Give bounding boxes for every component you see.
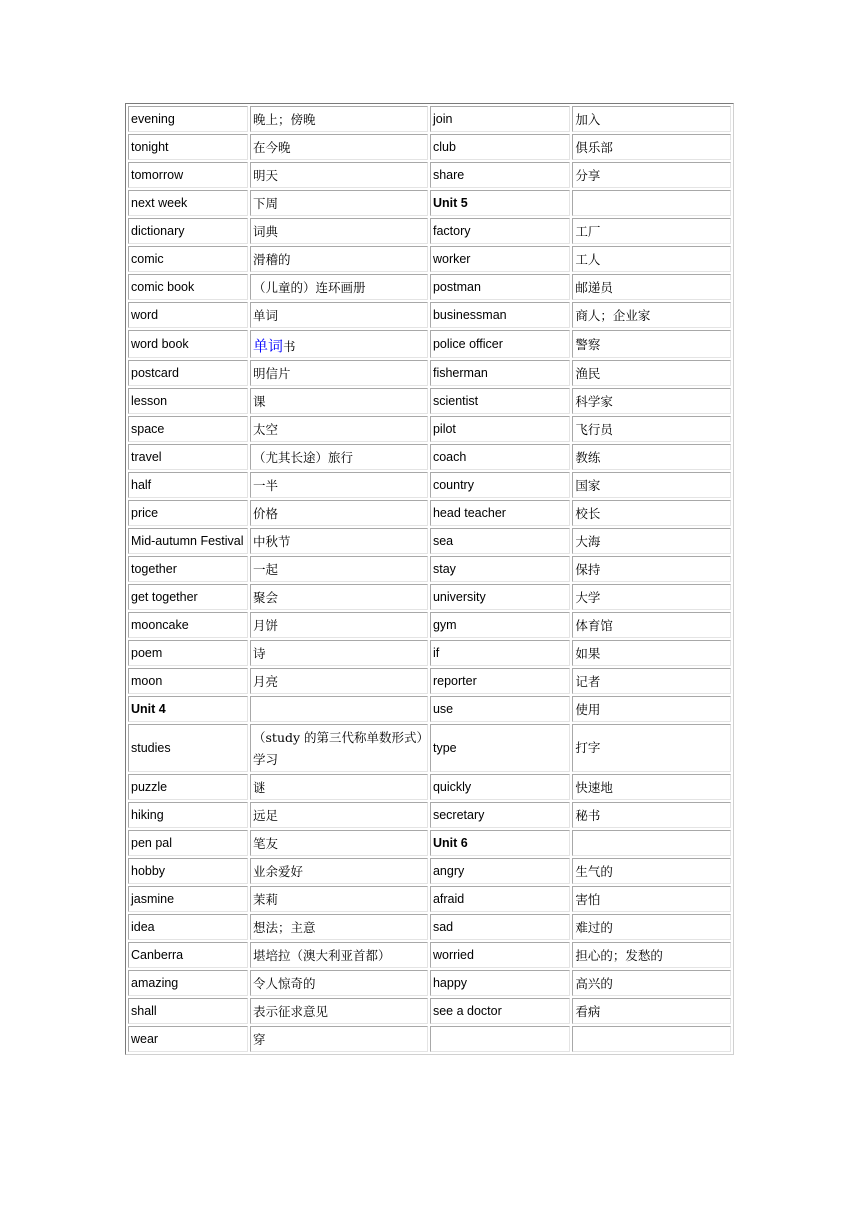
table-row — [128, 998, 731, 1024]
english-word: reporter — [430, 668, 570, 694]
chinese-meaning: （尤其长途）旅行 — [250, 444, 428, 470]
chinese-meaning: 业余爱好 — [250, 858, 428, 884]
chinese-meaning: 生气的 — [572, 858, 731, 884]
chinese-meaning: 体育馆 — [572, 612, 731, 638]
english-word: factory — [430, 218, 570, 244]
table-row — [128, 218, 731, 244]
table-row — [128, 830, 731, 856]
english-word: lesson — [128, 388, 248, 414]
chinese-meaning: 穿 — [250, 1026, 428, 1052]
english-word: word — [128, 302, 248, 328]
english-word: comic book — [128, 274, 248, 300]
english-word: angry — [430, 858, 570, 884]
english-word: amazing — [128, 970, 248, 996]
table-row — [128, 584, 731, 610]
chinese-meaning: 如果 — [572, 640, 731, 666]
chinese-meaning: 保持 — [572, 556, 731, 582]
english-word: tonight — [128, 134, 248, 160]
chinese-meaning: 国家 — [572, 472, 731, 498]
table-row — [128, 190, 731, 216]
chinese-meaning: 科学家 — [572, 388, 731, 414]
english-word: country — [430, 472, 570, 498]
chinese-meaning: 在今晚 — [250, 134, 428, 160]
chinese-meaning: 下周 — [250, 190, 428, 216]
english-word: happy — [430, 970, 570, 996]
chinese-meaning: 看病 — [572, 998, 731, 1024]
table-row — [128, 970, 731, 996]
chinese-meaning: 快速地 — [572, 774, 731, 800]
table-row — [128, 640, 731, 666]
chinese-meaning: 工人 — [572, 246, 731, 272]
unit-heading: Unit 6 — [430, 830, 570, 856]
english-word: travel — [128, 444, 248, 470]
english-word: afraid — [430, 886, 570, 912]
chinese-meaning: 单词 — [250, 302, 428, 328]
table-row — [128, 528, 731, 554]
english-word: see a doctor — [430, 998, 570, 1024]
english-word: idea — [128, 914, 248, 940]
chinese-meaning-line: （study 的第三代称单数形式） — [253, 730, 430, 745]
english-word: sad — [430, 914, 570, 940]
english-word: share — [430, 162, 570, 188]
english-word: postman — [430, 274, 570, 300]
chinese-meaning — [250, 724, 428, 772]
english-word: quickly — [430, 774, 570, 800]
english-word: moon — [128, 668, 248, 694]
table-row — [128, 472, 731, 498]
english-word: use — [430, 696, 570, 722]
english-word: worried — [430, 942, 570, 968]
chinese-meaning: 令人惊奇的 — [250, 970, 428, 996]
table-row — [128, 416, 731, 442]
chinese-meaning: 远足 — [250, 802, 428, 828]
chinese-meaning: 高兴的 — [572, 970, 731, 996]
english-word: puzzle — [128, 774, 248, 800]
english-word: price — [128, 500, 248, 526]
chinese-meaning: 使用 — [572, 696, 731, 722]
english-word: get together — [128, 584, 248, 610]
chinese-meaning: 加入 — [572, 106, 731, 132]
chinese-meaning: 警察 — [572, 330, 731, 358]
table-row — [128, 914, 731, 940]
table-row — [128, 724, 731, 772]
chinese-meaning-line: 学习 — [253, 752, 279, 767]
english-word: join — [430, 106, 570, 132]
chinese-meaning — [250, 696, 428, 722]
chinese-meaning: 月亮 — [250, 668, 428, 694]
chinese-meaning: 聚会 — [250, 584, 428, 610]
english-word: club — [430, 134, 570, 160]
chinese-text: 书 — [283, 338, 296, 354]
english-word: word book — [128, 330, 248, 358]
english-word: scientist — [430, 388, 570, 414]
chinese-meaning: 月饼 — [250, 612, 428, 638]
blue-text: 单词 — [253, 336, 284, 355]
chinese-meaning: 教练 — [572, 444, 731, 470]
chinese-meaning: 课 — [250, 388, 428, 414]
table-row — [128, 696, 731, 722]
english-word: shall — [128, 998, 248, 1024]
english-word: poem — [128, 640, 248, 666]
table-row — [128, 668, 731, 694]
chinese-meaning: 中秋节 — [250, 528, 428, 554]
english-word: tomorrow — [128, 162, 248, 188]
chinese-meaning: 晚上；傍晚 — [250, 106, 428, 132]
english-word: Canberra — [128, 942, 248, 968]
chinese-meaning: 害怕 — [572, 886, 731, 912]
table-row — [128, 162, 731, 188]
chinese-meaning: 表示征求意见 — [250, 998, 428, 1024]
chinese-meaning: 商人；企业家 — [572, 302, 731, 328]
chinese-meaning: 堪培拉（澳大利亚首都） — [250, 942, 428, 968]
chinese-meaning: 大学 — [572, 584, 731, 610]
table-row — [128, 388, 731, 414]
chinese-meaning: 工厂 — [572, 218, 731, 244]
chinese-meaning: 想法；主意 — [250, 914, 428, 940]
english-word: businessman — [430, 302, 570, 328]
chinese-meaning: （儿童的）连环画册 — [250, 274, 428, 300]
english-word: wear — [128, 1026, 248, 1052]
unit-heading: Unit 4 — [128, 696, 248, 722]
english-word: space — [128, 416, 248, 442]
table-row — [128, 942, 731, 968]
table-row — [128, 858, 731, 884]
english-word: mooncake — [128, 612, 248, 638]
chinese-meaning — [572, 1026, 731, 1052]
english-word: fisherman — [430, 360, 570, 386]
chinese-meaning: 难过的 — [572, 914, 731, 940]
chinese-meaning: 打字 — [572, 724, 731, 772]
english-word: evening — [128, 106, 248, 132]
chinese-meaning: 担心的；发愁的 — [572, 942, 731, 968]
chinese-meaning: 明信片 — [250, 360, 428, 386]
chinese-meaning: 一半 — [250, 472, 428, 498]
chinese-meaning: 校长 — [572, 500, 731, 526]
chinese-meaning: 大海 — [572, 528, 731, 554]
chinese-meaning: 飞行员 — [572, 416, 731, 442]
chinese-meaning: 秘书 — [572, 802, 731, 828]
english-word: stay — [430, 556, 570, 582]
chinese-meaning: 滑稽的 — [250, 246, 428, 272]
chinese-meaning — [572, 190, 731, 216]
chinese-meaning: 一起 — [250, 556, 428, 582]
english-word: together — [128, 556, 248, 582]
english-word: secretary — [430, 802, 570, 828]
table-row — [128, 302, 731, 328]
english-word: postcard — [128, 360, 248, 386]
chinese-meaning: 诗 — [250, 640, 428, 666]
english-word: coach — [430, 444, 570, 470]
english-word: university — [430, 584, 570, 610]
english-word: half — [128, 472, 248, 498]
chinese-meaning: 明天 — [250, 162, 428, 188]
english-word — [430, 1026, 570, 1052]
chinese-meaning: 俱乐部 — [572, 134, 731, 160]
table-row — [128, 802, 731, 828]
chinese-meaning: 词典 — [250, 218, 428, 244]
english-word: jasmine — [128, 886, 248, 912]
table-row — [128, 330, 731, 358]
table-row — [128, 360, 731, 386]
chinese-meaning: 分享 — [572, 162, 731, 188]
chinese-meaning: 笔友 — [250, 830, 428, 856]
table-row — [128, 106, 731, 132]
english-word: pilot — [430, 416, 570, 442]
table-row — [128, 134, 731, 160]
english-word: head teacher — [430, 500, 570, 526]
english-word: if — [430, 640, 570, 666]
chinese-meaning: 太空 — [250, 416, 428, 442]
english-word: Mid-autumn Festival — [128, 528, 248, 554]
table-row — [128, 274, 731, 300]
table-row — [128, 246, 731, 272]
chinese-meaning: 邮递员 — [572, 274, 731, 300]
chinese-meaning: 价格 — [250, 500, 428, 526]
table-row — [128, 500, 731, 526]
chinese-meaning: 记者 — [572, 668, 731, 694]
english-word: comic — [128, 246, 248, 272]
chinese-meaning — [250, 330, 428, 358]
english-word: dictionary — [128, 218, 248, 244]
english-word: sea — [430, 528, 570, 554]
chinese-meaning: 渔民 — [572, 360, 731, 386]
english-word: hiking — [128, 802, 248, 828]
table-row — [128, 612, 731, 638]
table-row — [128, 886, 731, 912]
english-word: next week — [128, 190, 248, 216]
chinese-meaning — [572, 830, 731, 856]
english-word: type — [430, 724, 570, 772]
table-row — [128, 774, 731, 800]
english-word: police officer — [430, 330, 570, 358]
unit-heading: Unit 5 — [430, 190, 570, 216]
english-word: studies — [128, 724, 248, 772]
english-word: gym — [430, 612, 570, 638]
chinese-meaning: 谜 — [250, 774, 428, 800]
table-row — [128, 1026, 731, 1052]
english-word: hobby — [128, 858, 248, 884]
chinese-meaning: 茉莉 — [250, 886, 428, 912]
vocabulary-table — [125, 103, 734, 1055]
english-word: worker — [430, 246, 570, 272]
table-row — [128, 556, 731, 582]
english-word: pen pal — [128, 830, 248, 856]
table-row — [128, 444, 731, 470]
